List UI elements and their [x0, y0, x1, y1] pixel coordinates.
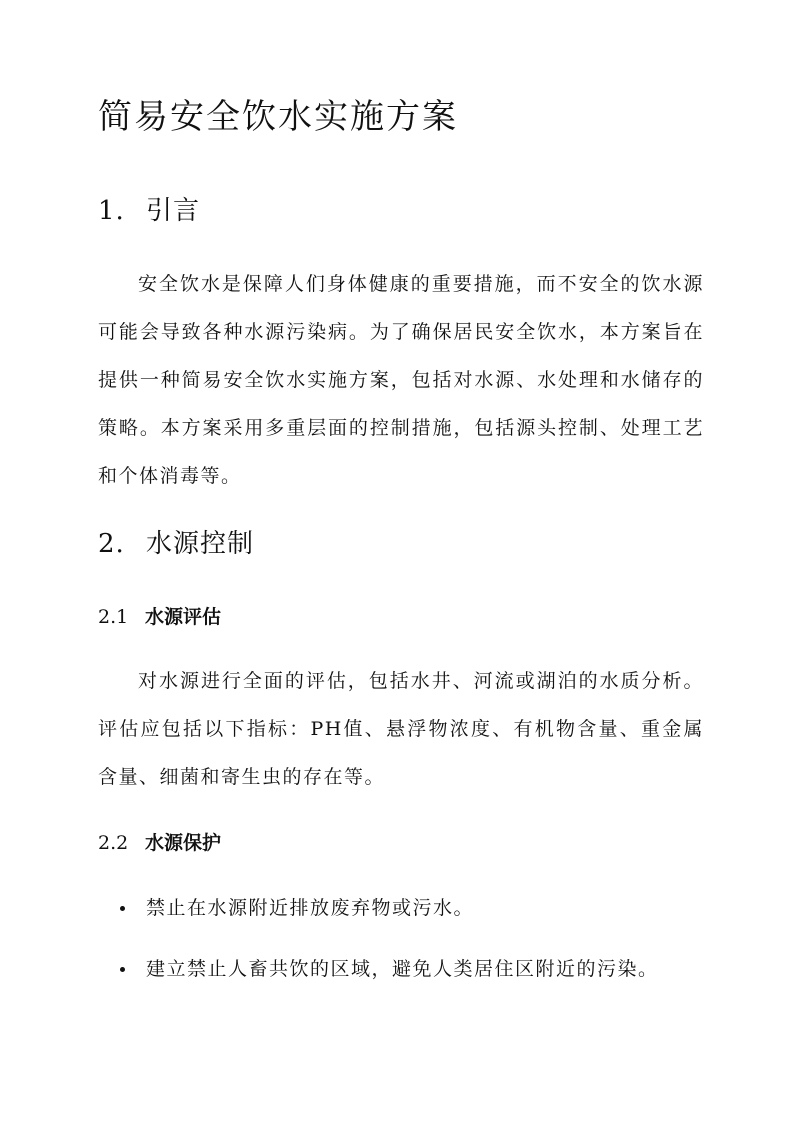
list-item: [98, 893, 708, 923]
bullet-icon: [120, 906, 125, 911]
subsection-2-2-number: 2.2: [98, 832, 129, 854]
document-title: 简易安全饮水实施方案: [98, 97, 458, 137]
water-protection-list: [98, 893, 708, 1015]
section-2-number: 2.: [98, 529, 125, 559]
subsection-2-1-heading: [98, 602, 221, 632]
section-1-heading: [98, 191, 200, 231]
section-1-number: 1.: [98, 196, 125, 226]
subsection-2-1-number: 2.1: [98, 606, 129, 628]
list-item-text: 禁止在水源附近排放废弃物或污水。: [146, 897, 475, 919]
list-item-text: 建立禁止人畜共饮的区域，避免人类居住区附近的污染。: [146, 958, 659, 980]
subsection-2-2-heading: [98, 828, 221, 858]
subsection-2-1-title: 水源评估: [145, 606, 222, 628]
subsection-2-2-title: 水源保护: [145, 832, 222, 854]
section-2-heading: [98, 524, 254, 564]
section-1-title: 引言: [146, 196, 201, 226]
bullet-icon: [120, 967, 125, 972]
list-item: [98, 954, 708, 984]
section-1-paragraph: 安全饮水是保障人们身体健康的重要措施，而不安全的饮水源可能会导致各种水源污染病。为了确保居民安全饮水，本方案旨在提供一种简易安全饮水实施方案，包括对水源、水处理和水储存的策略。本方案采用多重层面的控制措施，包括源头控制、处理工艺和个体消毒等。: [98, 273, 704, 487]
subsection-2-1-paragraph: 对水源进行全面的评估，包括水井、河流或湖泊的水质分析。评估应包括以下指标：PH值、悬浮物浓度、有机物含量、重金属含量、细菌和寄生虫的存在等。: [98, 670, 704, 788]
section-2-title: 水源控制: [146, 529, 255, 559]
